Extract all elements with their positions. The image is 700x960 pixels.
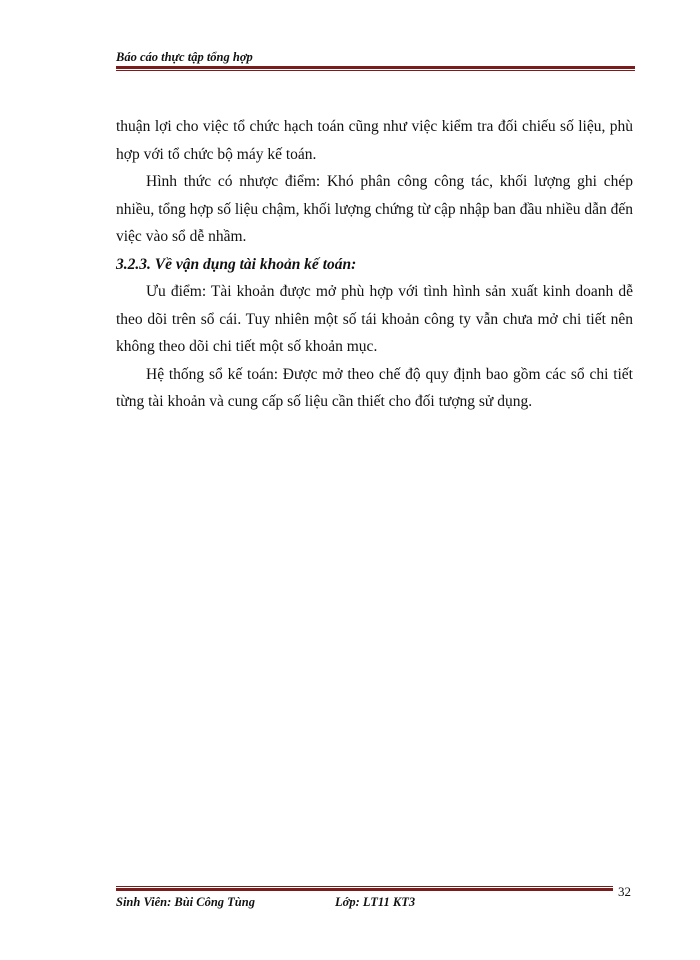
header-rule-thick bbox=[116, 66, 635, 69]
section-heading: 3.2.3. Về vận dụng tài khoản kế toán: bbox=[116, 255, 357, 273]
page-number: 32 bbox=[618, 884, 631, 899]
paragraph-ledger-system: Hệ thống sổ kế toán: Được mở theo chế độ quy định bao gồm các sổ chi tiết từng tài khoản và cung cấp số liệu cần thiết cho đối tượng sử dụng. bbox=[116, 365, 633, 410]
footer-class: Lớp: LT11 KT3 bbox=[335, 895, 416, 909]
body-text bbox=[116, 113, 633, 416]
header-rule-thin bbox=[116, 70, 635, 71]
paragraph-advantages: Ưu điểm: Tài khoản được mở phù hợp với tình hình sản xuất kinh doanh dễ theo dõi trên sổ cái. Tuy nhiên một số tái khoản công ty vẫn chưa mở chi tiết nên không theo dõi chi tiết một số khoản mục. bbox=[116, 283, 633, 355]
footer-student-name: Sinh Viên: Bùi Công Tùng bbox=[116, 895, 255, 909]
footer-rule-thick bbox=[116, 888, 613, 891]
paragraph-continuation: thuận lợi cho việc tổ chức hạch toán cũng như việc kiểm tra đối chiếu số liệu, phù hợp với tổ chức bộ máy kế toán. bbox=[116, 118, 633, 163]
header-title: Báo cáo thực tập tổng hợp bbox=[116, 50, 253, 64]
footer-rule-thin bbox=[116, 886, 613, 887]
paragraph-disadvantages: Hình thức có nhược điểm: Khó phân công công tác, khối lượng ghi chép nhiều, tổng hợp số liệu chậm, khối lượng chứng từ cập nhập ban đầu nhiều dẫn đến việc vào sổ dễ nhầm. bbox=[116, 173, 633, 245]
